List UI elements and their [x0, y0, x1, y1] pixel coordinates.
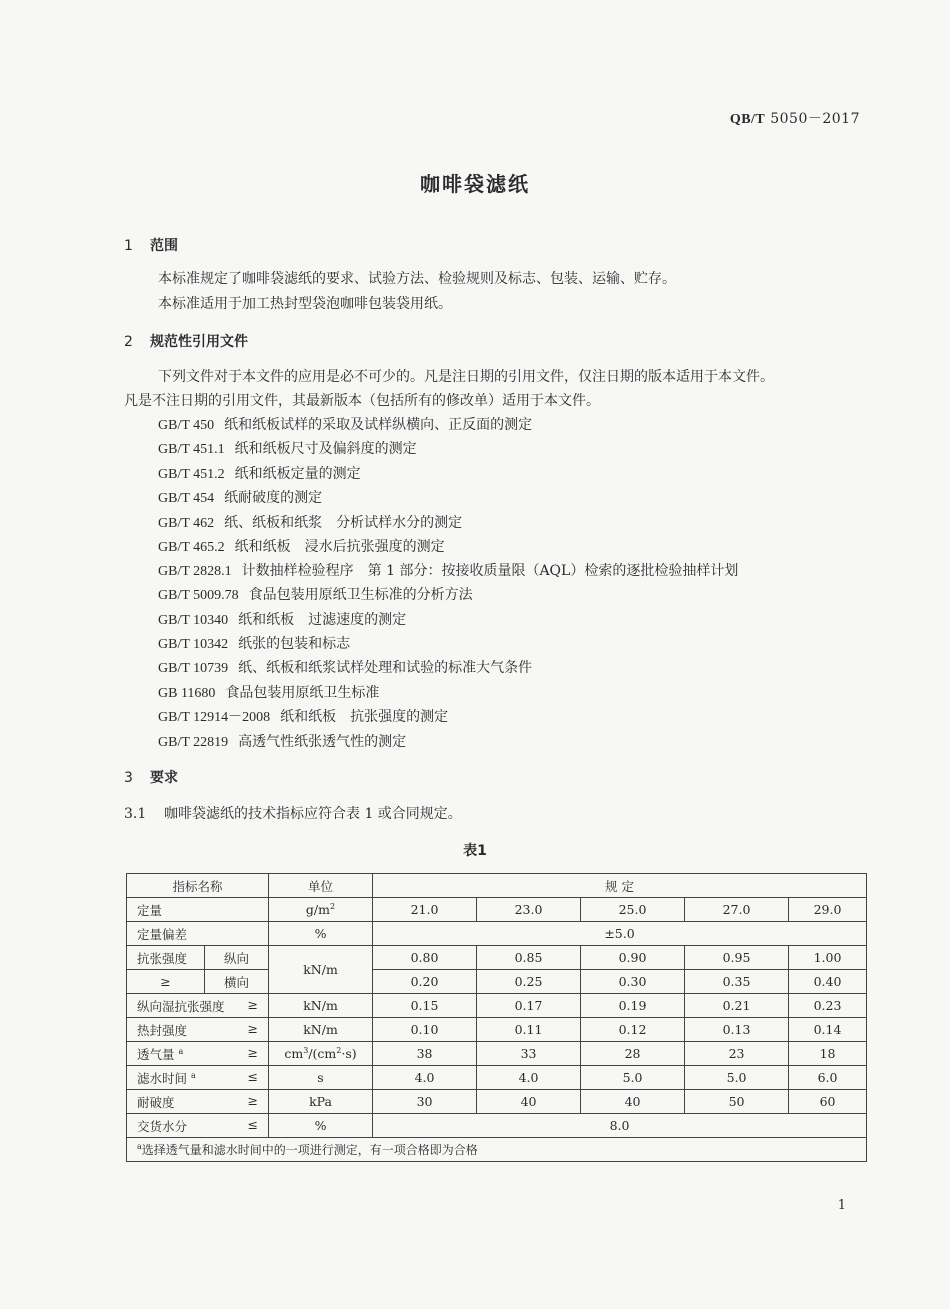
table-row: 抗张强度 纵向 kN/m 0.80 0.85 0.90 0.95 1.00	[127, 946, 867, 970]
reference-item: GB/T 450 纸和纸板试样的采取及试样纵横向、正反面的测定	[158, 417, 533, 433]
clause-3-1: 3.1 咖啡袋滤纸的技术指标应符合表 1 或合同规定。	[124, 806, 462, 822]
reference-item: GB/T 22819 高透气性纸张透气性的测定	[158, 734, 407, 750]
reference-item: GB/T 454 纸耐破度的测定	[158, 490, 323, 506]
reference-item: GB/T 12914－2008 纸和纸板 抗张强度的测定	[158, 709, 449, 725]
table-row: 定量 $g/m^2$ 21.0 23.0 25.0 27.0 29.0	[127, 898, 867, 922]
section-3-heading: 3 要求	[124, 770, 178, 786]
reference-item: GB/T 462 纸、纸板和纸浆 分析试样水分的测定	[158, 515, 463, 531]
reference-item: GB/T 2828.1 计数抽样检验程序 第 1 部分：按接收质量限（AQL）检索的逐批检验抽样计划	[158, 563, 739, 579]
section-2-intro-line-2: 凡是不注日期的引用文件，其最新版本（包括所有的修改单）适用于本文件。	[124, 393, 600, 409]
reference-item: GB/T 465.2 纸和纸板 浸水后抗张强度的测定	[158, 539, 445, 555]
header-indicator: 指标名称	[127, 874, 269, 898]
page-number: 1	[837, 1198, 846, 1213]
table-row: 定量偏差 % ±5.0	[127, 922, 867, 946]
header-spec: 规 定	[373, 874, 867, 898]
spec-table	[126, 873, 867, 1162]
reference-item: GB/T 10340 纸和纸板 过滤速度的测定	[158, 612, 407, 628]
table-header-row	[127, 874, 867, 898]
table-row: 透气量 $^a$ ≥ $cm^3/(cm^2\cdot s)$ 38 33 28 23 18	[127, 1042, 867, 1066]
table-row: 耐破度 ≥ kPa 30 40 40 50 60	[127, 1090, 867, 1114]
table-row: 滤水时间 $^a$ ≤ s 4.0 4.0 5.0 5.0 6.0	[127, 1066, 867, 1090]
reference-item: GB/T 10342 纸张的包装和标志	[158, 636, 351, 652]
table-row: 纵向湿抗张强度 ≥ kN/m 0.15 0.17 0.19 0.21 0.23	[127, 994, 867, 1018]
section-2-heading: 2 规范性引用文件	[124, 334, 248, 350]
table-row: ≥ 横向 0.20 0.25 0.30 0.35 0.40	[127, 970, 867, 994]
reference-item: GB/T 451.2 纸和纸板定量的测定	[158, 466, 361, 482]
section-1-heading: 1 范围	[124, 238, 178, 254]
reference-item: GB/T 451.1 纸和纸板尺寸及偏斜度的测定	[158, 441, 417, 457]
standard-code: QB/T 5050－2017	[729, 111, 860, 127]
table-note-row: $^a$选择透气量和滤水时间中的一项进行测定，有一项合格即为合格	[127, 1138, 867, 1162]
header-unit: 单位	[269, 874, 373, 898]
table-caption: 表1	[463, 843, 487, 859]
section-1-paragraph-1: 本标准规定了咖啡袋滤纸的要求、试验方法、检验规则及标志、包装、运输、贮存。	[158, 271, 676, 287]
section-2-intro-line-1: 下列文件对于本文件的应用是必不可少的。凡是注日期的引用文件，仅注日期的版本适用于本文件。	[158, 369, 774, 385]
table-row: 交货水分 ≤ % 8.0	[127, 1114, 867, 1138]
table-row: 热封强度 ≥ kN/m 0.10 0.11 0.12 0.13 0.14	[127, 1018, 867, 1042]
document-title: 咖啡袋滤纸	[420, 172, 530, 196]
reference-item: GB/T 5009.78 食品包装用原纸卫生标准的分析方法	[158, 587, 473, 603]
section-1-paragraph-2: 本标准适用于加工热封型袋泡咖啡包装袋用纸。	[158, 296, 452, 312]
reference-item: GB/T 10739 纸、纸板和纸浆试样处理和试验的标准大气条件	[158, 660, 533, 676]
reference-item: GB 11680 食品包装用原纸卫生标准	[158, 685, 380, 701]
